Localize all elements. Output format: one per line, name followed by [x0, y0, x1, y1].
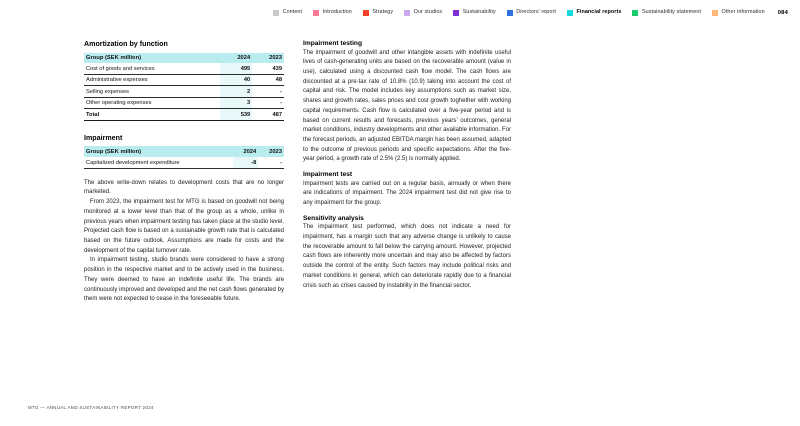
nav-item-label: Our studios [413, 9, 443, 16]
row-label: Capitalized development expenditure [84, 157, 233, 168]
table-header-row [84, 53, 284, 64]
col-header-group: Group (SEK million) [84, 53, 220, 64]
nav-item-label: Other information [721, 9, 765, 16]
color-swatch-icon [567, 10, 573, 16]
section-legend-nav [0, 0, 800, 26]
table-row [84, 97, 284, 109]
nav-item-strategy[interactable] [363, 10, 393, 16]
nav-item-content[interactable] [273, 10, 302, 16]
amortization-table-head [84, 53, 284, 64]
amortization-heading: Amortization by function [84, 40, 168, 48]
impairment-heading: Impairment [84, 133, 123, 142]
cell-2023: - [258, 157, 284, 168]
nav-item-label: Content [282, 9, 303, 16]
table-row [84, 63, 284, 74]
cell-2024: 3 [220, 97, 252, 109]
nav-item-label: Introduction [322, 9, 352, 16]
page-number: 084 [777, 10, 788, 16]
table-row [84, 86, 284, 98]
nav-item-label: Financial reports [576, 9, 622, 16]
nav-item-label: Directors' report [516, 9, 556, 16]
amortization-table-body [84, 63, 284, 120]
impairment-test-heading: Impairment test [303, 171, 353, 179]
col-header-group: Group (SEK million) [84, 146, 233, 157]
col-header-2024: 2024 [220, 53, 252, 64]
nav-item-sustainability[interactable] [453, 10, 496, 16]
impairment-test-text: Impairment tests are carried out on a regular basis, annually or when there are indications of impairment. The 2024 impairment test did not give rise to any impairment for the group. [303, 180, 511, 207]
spacer [84, 169, 284, 179]
cell-2023: 48 [252, 74, 284, 86]
cell-2023: 439 [252, 63, 284, 74]
cell-2024: 40 [220, 74, 252, 86]
sensitivity-analysis-text: The impairment test performed, which does not indicate a need for impairment, has a margin such that any adverse change is unlikely to cause the recoverable amount to fall below the carrying amount. However, projected cash flows are inherently more uncertain and may also be affected by factors outside the control of the entity. Such factors may include political risks and market conditions in general, which can deteriorate rapidly due to a financial crisis such as crises caused by instability in the financial sector. [303, 224, 511, 289]
page-footer: MTG — ANNUAL AND SUSTAINABILITY REPORT 2024 [28, 405, 154, 410]
cell-2023: - [252, 97, 284, 109]
nav-item-label: Sustainability statement [641, 9, 702, 16]
col-header-2023: 2023 [258, 146, 284, 157]
color-swatch-icon [363, 10, 369, 16]
table-row [84, 74, 284, 86]
color-swatch-icon [632, 10, 638, 16]
cell-2023: - [252, 86, 284, 98]
left-paragraph-2: From 2023, the impairment test for MTG is based on goodwill not being monitored at a lower level than that of the group as a whole, unlike in previous years when impairment testing has taken place at the studio level. Projected cash flow is based on a sustainable growth rate that is calculated based on the future outlook. Assumptions are made for costs and the development of the capital turnover rate. [84, 199, 284, 254]
amortization-table [84, 53, 284, 121]
nav-item-sustainability-statement[interactable] [632, 10, 701, 16]
color-swatch-icon [507, 10, 513, 16]
row-label: Administrative expenses [84, 74, 220, 86]
nav-item-other-information[interactable] [712, 10, 765, 16]
nav-item-label: Sustainability [462, 9, 496, 16]
table-row [84, 157, 284, 168]
cell-2024: 495 [220, 63, 252, 74]
row-label: Cost of goods and services [84, 63, 220, 74]
impairment-testing-text: The impairment of goodwill and other intangible assets with indefinite useful lives of cash-generating units are based on the recoverable amount (value in use), calculated using a discounted cash flow model. The cash flows are discounted at a pre-tax rate of 10.8% (10.9) taking into account the cost of capital and risk. The model includes key assumptions such as market size, shares and growth rates, sales prices and cost growth toghether with working capital requirements. Cash flow is calculated over a five-year period and is based on current results and forecasts, previous years’ outcomes, general market conditions, industry developments and other available information. For the forecast periods, an adjusted EBITDA margin has been assumed, adapted to the outcome of previous periods and specific expectations. After the five-year period, a growth rate of 2.5% (2.5) is normally applied. [303, 49, 511, 163]
impairment-table-body [84, 157, 284, 168]
right-column [303, 40, 511, 291]
impairment-table [84, 146, 284, 168]
cell-2024: -8 [233, 157, 259, 168]
table-header-row [84, 146, 284, 157]
left-paragraph-1: The above write-down relates to development costs that are no longer marketed. [84, 179, 284, 196]
cell-2024: 2 [220, 86, 252, 98]
nav-item-directors-report[interactable] [507, 10, 556, 16]
nav-item-our-studios[interactable] [404, 10, 442, 16]
color-swatch-icon [712, 10, 718, 16]
color-swatch-icon [453, 10, 459, 16]
left-column [84, 40, 284, 305]
color-swatch-icon [273, 10, 279, 16]
col-header-2023: 2023 [252, 53, 284, 64]
left-paragraph-3: In impairment testing, studio brands were considered to have a strong position in the respective market and to be actively used in the business. They were deemed to have an indefinite useful life. The brands are continuously improved and developed and the net cash flows generated by them were not expected to cease in the foreseeable future. [84, 257, 284, 303]
nav-item-financial-reports[interactable] [567, 10, 621, 16]
spacer [84, 121, 284, 134]
color-swatch-icon [313, 10, 319, 16]
impairment-table-head [84, 146, 284, 157]
col-header-2024: 2024 [233, 146, 259, 157]
table-total-row [84, 109, 284, 121]
impairment-testing-heading: Impairment testing [303, 40, 362, 47]
nav-item-label: Strategy [372, 9, 394, 16]
color-swatch-icon [404, 10, 410, 16]
total-2023: 487 [252, 109, 284, 121]
nav-item-introduction[interactable] [313, 10, 352, 16]
row-label: Other operating expenses [84, 97, 220, 109]
sensitivity-analysis-heading: Sensitivity analysis [303, 214, 364, 222]
row-label: Selling expenses [84, 86, 220, 98]
total-2024: 539 [220, 109, 252, 121]
total-label: Total [84, 109, 220, 121]
